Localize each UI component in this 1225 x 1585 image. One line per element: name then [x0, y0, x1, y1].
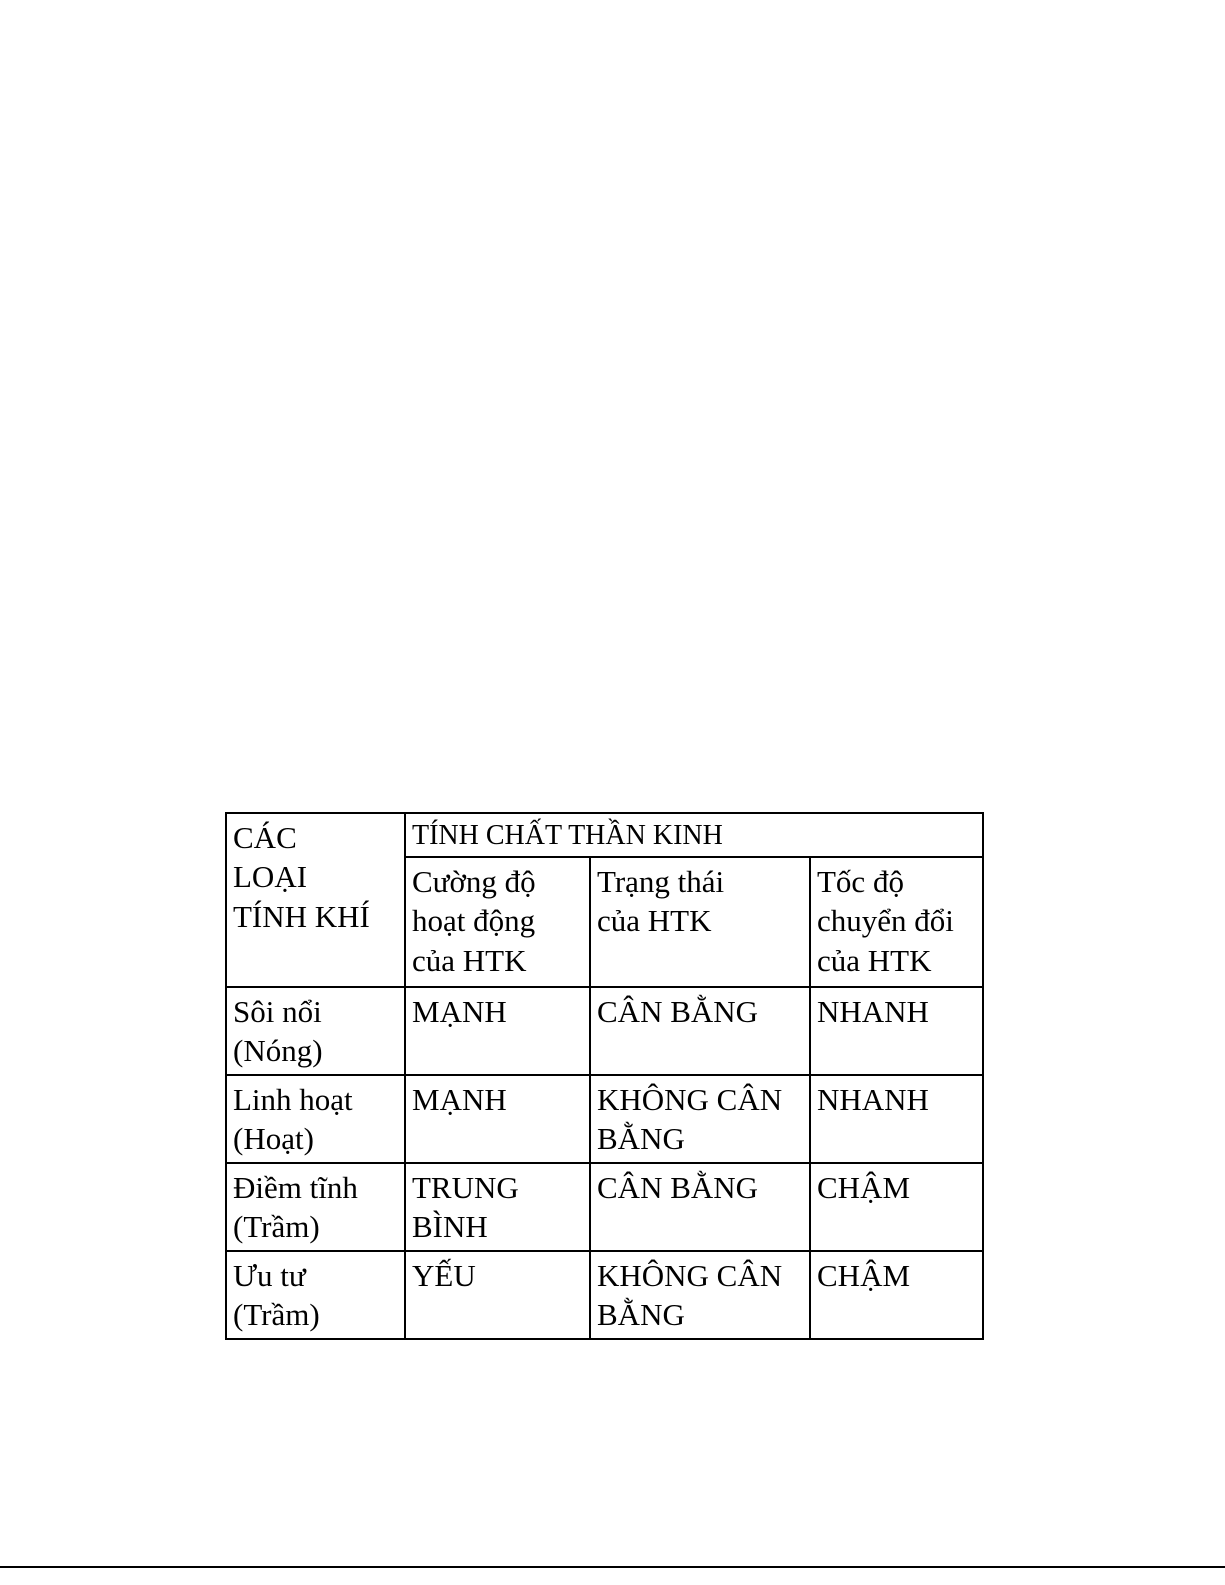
cell-line: CHẬM	[817, 1170, 911, 1205]
column-header-state	[590, 857, 810, 987]
intensity-cell	[405, 1163, 590, 1251]
cell-line: KHÔNG CÂN	[597, 1258, 783, 1293]
cell-line: YẾU	[412, 1258, 476, 1293]
state-cell	[590, 1251, 810, 1339]
speed-cell	[810, 987, 983, 1075]
column-header-line: của HTK	[412, 942, 527, 978]
cell-line: CHẬM	[817, 1258, 911, 1293]
cell-line: Linh hoạt	[233, 1082, 353, 1117]
temperament-table	[225, 812, 984, 1340]
intensity-cell	[405, 1075, 590, 1163]
speed-cell	[810, 1163, 983, 1251]
column-header-line: của HTK	[817, 942, 932, 978]
column-header-intensity	[405, 857, 590, 987]
row-header-title-line: LOẠI	[233, 859, 308, 895]
type-cell	[226, 1163, 405, 1251]
cell-line: BÌNH	[412, 1209, 488, 1245]
cell-line: Điềm tĩnh	[233, 1170, 358, 1205]
cell-line: Ưu tư	[233, 1258, 306, 1293]
header-row-1	[226, 813, 983, 857]
column-header-line: Cường độ	[412, 864, 536, 899]
table-row	[226, 987, 983, 1075]
cell-line: NHANH	[817, 1082, 929, 1117]
table-row	[226, 1251, 983, 1339]
state-cell	[590, 1163, 810, 1251]
type-cell	[226, 1075, 405, 1163]
cell-line: CÂN BẰNG	[597, 1170, 759, 1205]
group-header-cell: TÍNH CHẤT THẦN KINH	[405, 813, 983, 857]
cell-line: (Nóng)	[233, 1033, 323, 1069]
row-header-title-line: TÍNH KHÍ	[233, 898, 370, 934]
cell-line: BẰNG	[597, 1297, 685, 1333]
row-header-title-line: CÁC	[233, 820, 297, 855]
table-row	[226, 1075, 983, 1163]
cell-line: (Trầm)	[233, 1209, 320, 1245]
intensity-cell	[405, 1251, 590, 1339]
column-header-speed	[810, 857, 983, 987]
table-row	[226, 1163, 983, 1251]
state-cell	[590, 1075, 810, 1163]
cell-line: BẰNG	[597, 1121, 685, 1157]
cell-line: NHANH	[817, 994, 929, 1029]
cell-line: MẠNH	[412, 1082, 507, 1117]
cell-line: KHÔNG CÂN	[597, 1082, 783, 1117]
column-header-line: Tốc độ	[817, 864, 904, 899]
intensity-cell	[405, 987, 590, 1075]
cell-line: TRUNG	[412, 1170, 519, 1205]
type-cell	[226, 1251, 405, 1339]
column-header-line: của HTK	[597, 903, 712, 939]
cell-line: (Hoạt)	[233, 1121, 314, 1157]
type-cell	[226, 987, 405, 1075]
bottom-border-line	[0, 1566, 1225, 1568]
cell-line: Sôi nổi	[233, 994, 322, 1029]
cell-line: (Trầm)	[233, 1297, 320, 1333]
column-header-line: Trạng thái	[597, 864, 725, 899]
column-header-line: chuyển đổi	[817, 903, 954, 939]
speed-cell	[810, 1251, 983, 1339]
cell-line: MẠNH	[412, 994, 507, 1029]
row-header-title-cell	[226, 813, 405, 987]
speed-cell	[810, 1075, 983, 1163]
column-header-line: hoạt động	[412, 903, 536, 939]
state-cell	[590, 987, 810, 1075]
cell-line: CÂN BẰNG	[597, 994, 759, 1029]
